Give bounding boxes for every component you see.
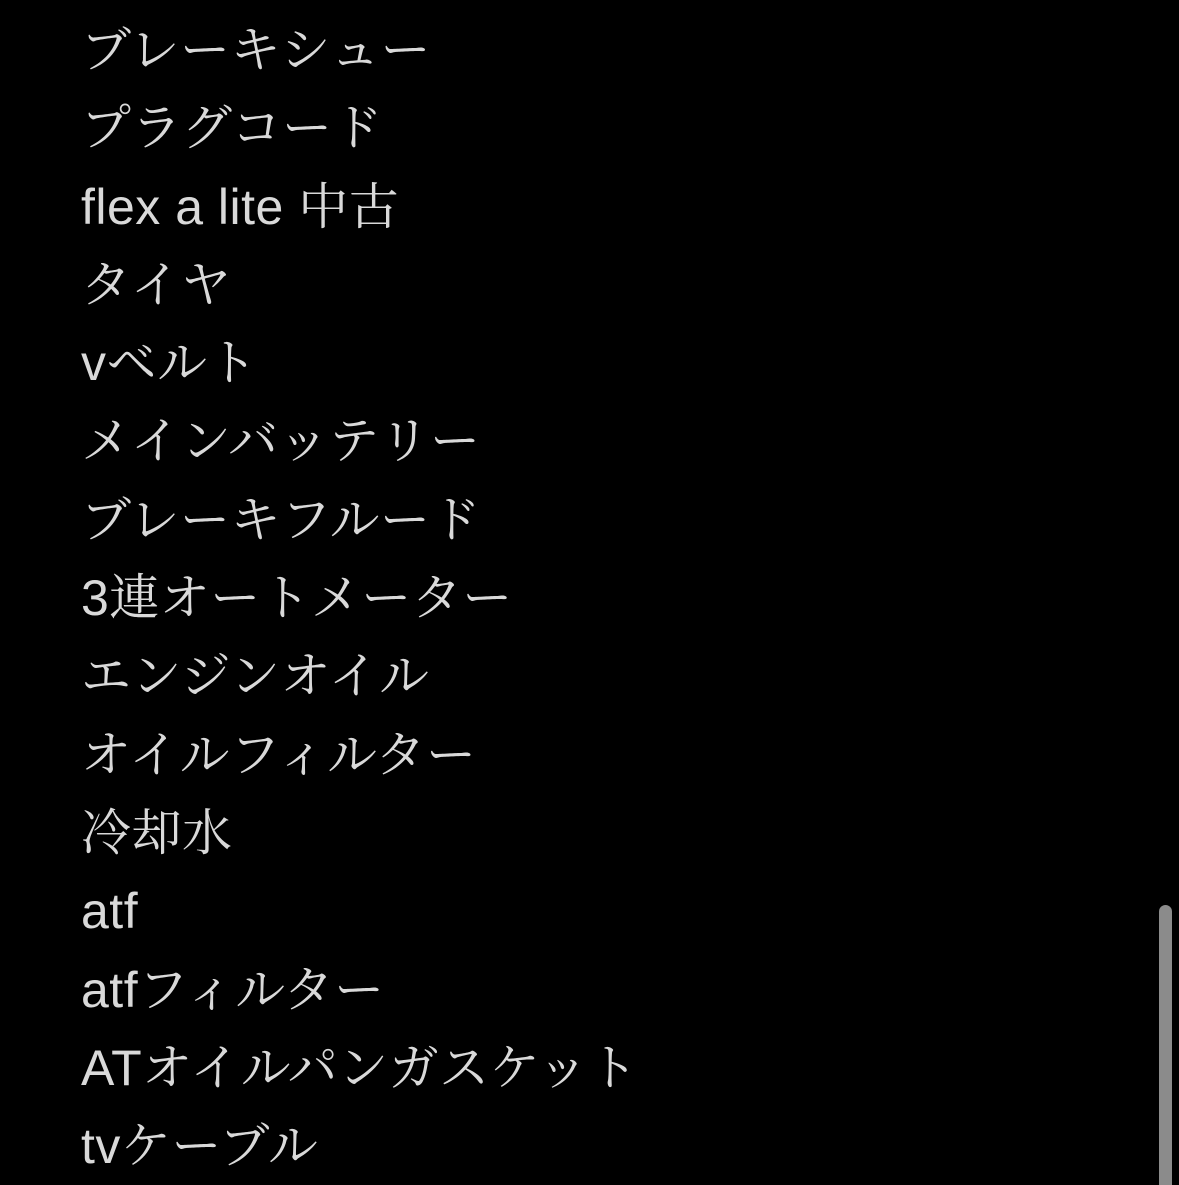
note-body-text-area[interactable]	[81, 11, 1139, 1185]
note-line[interactable]: オイルフィルター	[81, 726, 477, 783]
note-line[interactable]: ブレーキシュー	[81, 22, 431, 78]
note-line[interactable]: tvケーブル	[81, 1118, 319, 1175]
note-line[interactable]: 3連オートメーター	[81, 570, 513, 627]
note-line[interactable]: エンジンオイル	[81, 648, 430, 705]
note-line[interactable]: プラグコード	[81, 100, 383, 157]
note-line[interactable]: メインバッテリー	[81, 413, 481, 470]
note-line[interactable]: タイヤ	[81, 256, 232, 313]
note-line[interactable]: flex a lite 中古	[81, 178, 400, 235]
note-line[interactable]: ATオイルパンガスケット	[81, 1039, 639, 1096]
note-line[interactable]: 冷却水	[81, 804, 233, 861]
note-line[interactable]: vベルト	[81, 335, 258, 392]
note-line[interactable]: ブレーキフルード	[81, 491, 481, 548]
scrollbar[interactable]	[1159, 905, 1172, 1185]
note-line[interactable]: atfフィルター	[81, 961, 385, 1018]
note-line[interactable]: atf	[81, 883, 139, 940]
